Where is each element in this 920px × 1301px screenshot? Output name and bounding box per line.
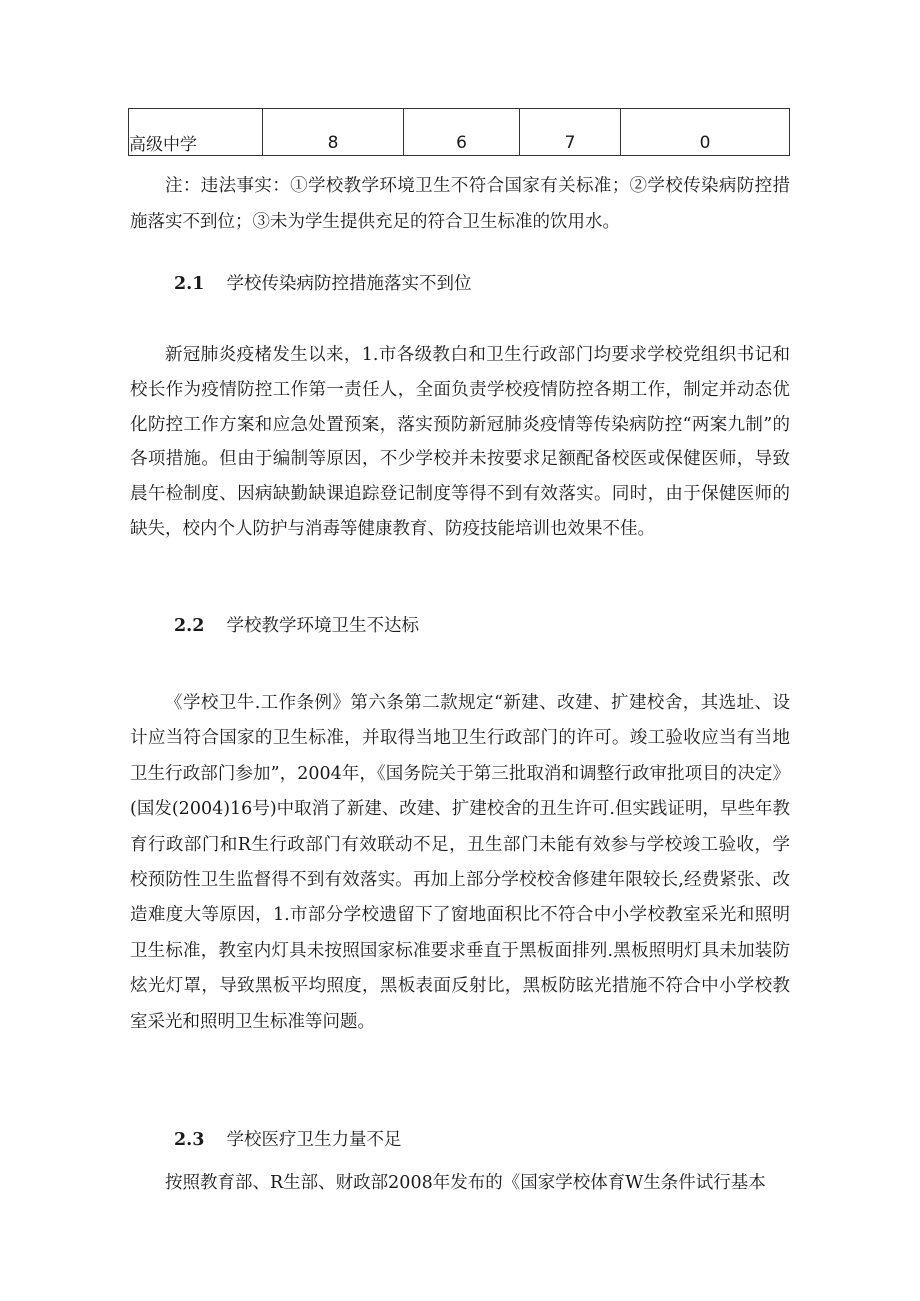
data-table (128, 108, 790, 156)
section-paragraph: 新冠肺炎疫楮发生以来，1.市各级教白和卫生行政部门均要求学校党组织书记和校长作为疫情防控工作第一责任人，全面负责学校疫情防控各期工作，制定并动态优化防控工作方案和应急处置预案，落实预防新冠肺炎疫情等传染病防控“两案九制”的各项措施。但由于编制等原因，不少学校并未按要求足额配备校医或保健医师，导致晨午检制度、因病缺勤缺课追踪登记制度等得不到有效落实。同时，由于保健医师的缺失，校内个人防护与消毒等健康教育、防疫技能培训也效果不佳。 (130, 345, 790, 539)
section-paragraph: 《学校卫牛.工作条例》第六条第二款规定“新建、改建、扩建校舍，其选址、设计应当符合国家的卫生标准，并取得当地卫生行政部门的许可。竣工验收应当有当地卫生行政部门参加”，2004年，《国务院关于第三批取消和调整行政审批项目的决定》(国发(2004)16号)中取消了新建、改建、扩建校舍的丑生许可.但实践证明，早些年教育行政部门和R生行政部门有效联动不足，丑生部门未能有效参与学校竣工验收，学校预防性卫生监督得不到有效落实。再加上部分学校校舍修建年限较长,经费紧张、改造难度大等原因，1.市部分学校遗留下了窗地面积比不符合中小学校教室采光和照明卫生标准，教室内灯具未按照国家标准要求垂直于黑板面排列.黑板照明灯具未加装防炫光灯罩，导致黑板平均照度，黑板表面反射比，黑板防眩光措施不符合中小学校教室采光和照明卫生标准等问题。 (130, 693, 790, 1032)
section-number: 2.2 (174, 616, 205, 636)
section-number: 2.3 (174, 1130, 205, 1150)
section-title: 学校传染病防控措施落实不到位 (226, 274, 472, 294)
table-cell: 8 (263, 109, 404, 156)
section-title: 学校教学环境卫生不达标 (226, 616, 419, 636)
table-note: 注：违法事实：①学校教学环境卫生不符合国家有关标准；②学校传染病防控措施落实不到位；③未为学生提供充足的符合卫生标准的饮用水。 (130, 176, 790, 232)
table-row (129, 109, 790, 156)
section-number: 2.1 (174, 274, 205, 294)
table-cell: 7 (520, 109, 621, 156)
table-cell: 0 (621, 109, 790, 156)
section-heading (174, 612, 419, 637)
section-title: 学校医疗卫生力量不足 (226, 1130, 402, 1150)
section-heading (174, 270, 471, 295)
table-row-label: 高级中学 (129, 109, 263, 156)
section-paragraph: 按照教育部、R生部、财政部2008年发布的《国家学校体育W生条件试行基本 (165, 1173, 766, 1193)
section-heading (174, 1126, 401, 1151)
table-cell: 6 (404, 109, 520, 156)
